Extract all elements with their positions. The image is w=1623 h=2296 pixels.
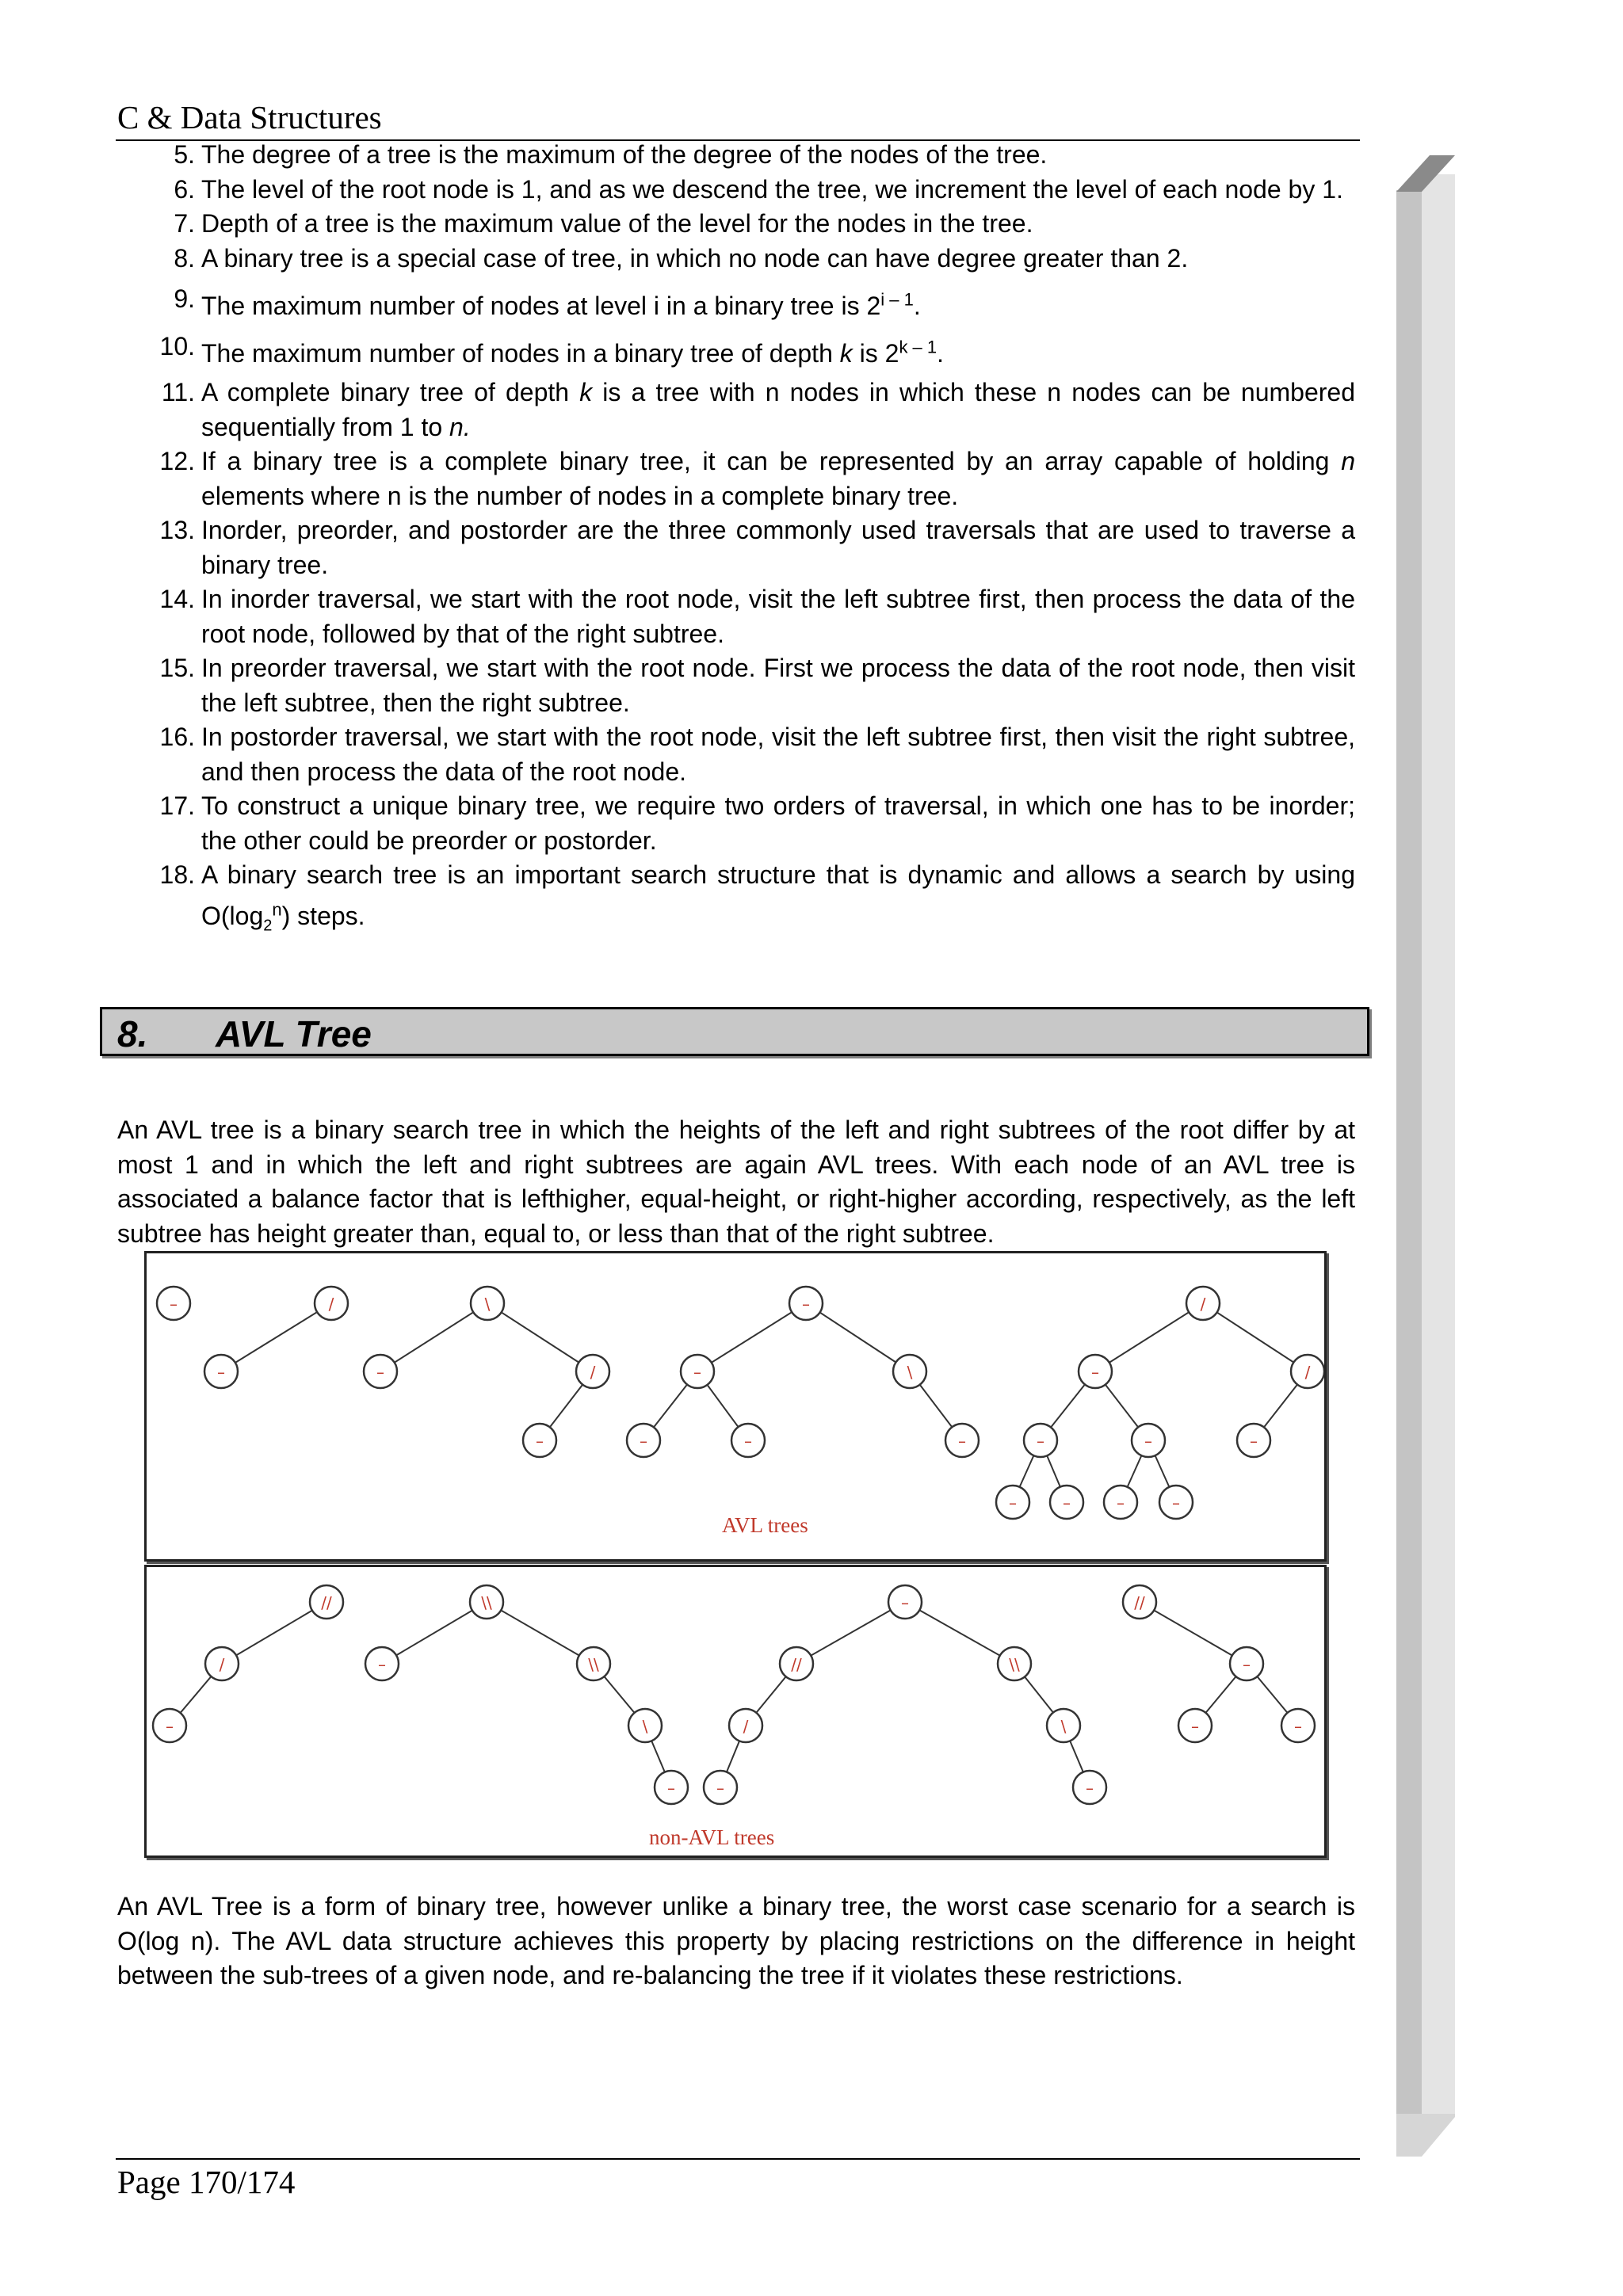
balance-mark: –: [1091, 1363, 1099, 1382]
summary-points-list: [151, 138, 1355, 944]
balance-mark: \: [1060, 1717, 1067, 1736]
tree-node: [577, 1647, 610, 1680]
balance-mark: –: [170, 1295, 178, 1314]
list-item: 11. A complete binary tree of depth k is a tree with n nodes in which these n nodes can be numbered sequentially from 1 to n.: [161, 378, 1356, 441]
balance-mark: –: [716, 1779, 724, 1798]
balance-mark: –: [378, 1655, 386, 1674]
tree-node: [996, 1486, 1029, 1519]
tree-node: [153, 1709, 186, 1742]
binder-bottom-bevel: [1396, 2114, 1455, 2157]
non-avl-trees-diagram: [147, 1567, 1324, 1855]
list-item: 16. In postorder traversal, we start with the root node, visit the left subtree first, then visit the right subtree, and then process the data of the root node.: [159, 723, 1355, 786]
tree-edge: [487, 1602, 594, 1664]
list-item: 14. In inorder traversal, we start with the root node, visit the left subtree first, then process the data of the root node, followed by that of the right subtree.: [159, 585, 1355, 648]
list-item: 13. Inorder, preorder, and postorder are the three commonly used traversals that are used to traverse a binary tree.: [159, 516, 1355, 579]
balance-mark: –: [744, 1432, 752, 1451]
tree-node: [888, 1585, 922, 1619]
tree-node: [310, 1585, 343, 1619]
tree-node: [1186, 1287, 1220, 1320]
balance-mark: //: [321, 1593, 332, 1612]
page-number: Page 170/174: [117, 2164, 296, 2200]
section-number: 8.: [117, 1013, 148, 1055]
balance-mark: /: [743, 1717, 749, 1736]
tree-node: [470, 1585, 503, 1619]
tree-node: [681, 1355, 714, 1388]
tree-node: [523, 1424, 556, 1457]
tree-edge: [905, 1602, 1014, 1664]
tree-edge: [382, 1602, 487, 1664]
balance-mark: –: [1172, 1493, 1180, 1512]
tree-node: [1230, 1647, 1263, 1680]
non-avl-trees-caption: non-AVL trees: [649, 1825, 775, 1849]
list-item: 18. A binary search tree is an important search structure that is dynamic and allows a search by using $O(\log_2^n)$ steps.: [159, 860, 1355, 935]
tree-node: [1073, 1771, 1106, 1804]
tree-node: [576, 1355, 609, 1388]
tree-node: [471, 1287, 504, 1320]
tree-node: [1237, 1424, 1270, 1457]
balance-mark: //: [791, 1655, 802, 1674]
balance-mark: \: [642, 1717, 648, 1736]
tree-edge: [1203, 1303, 1308, 1371]
tree-node: [157, 1287, 190, 1320]
avl-complexity-paragraph: An AVL Tree is a form of binary tree, however unlike a binary tree, the worst case scenario for a search is O(log n). The AVL data structure achieves this property by placing restrictions on the difference in height between the sub-trees of a given node, and re-balancing the tree if it violates these restrictions.: [117, 1892, 1355, 1989]
tree-edge: [697, 1303, 806, 1371]
tree-node: [998, 1647, 1031, 1680]
running-header: C & Data Structures: [117, 99, 382, 135]
avl-definition-paragraph: An AVL tree is a binary search tree in which the heights of the left and right subtrees of the root differ by at most 1 and in which the left and right subtrees are again AVL trees. With each node of an AVL tree is associated a balance factor that is lefthigher, equal-height, or right-higher according, respectively, as the left subtree has height greater than, equal to, or less than that of the right subtree.: [117, 1116, 1355, 1248]
tree-edge: [221, 1303, 331, 1371]
list-item: 17. To construct a unique binary tree, we require two orders of traversal, in which one has to be inorder; the other could be preorder or postorder.: [159, 791, 1355, 855]
balance-mark: \\: [481, 1593, 492, 1612]
tree-edge: [222, 1602, 327, 1664]
list-item: 12. If a binary tree is a complete binary tree, it can be represented by an array capable of holding n elements where n is the number of nodes in a complete binary tree.: [159, 447, 1355, 510]
list-item: 10. The maximum number of nodes in a binary tree of depth k is 2$^{k - 1}$.: [159, 332, 945, 368]
tree-node: [1281, 1709, 1315, 1742]
tree-node: [893, 1355, 926, 1388]
balance-mark: –: [667, 1779, 675, 1798]
tree-node: [729, 1709, 762, 1742]
tree-node: [204, 1355, 238, 1388]
tree-edge: [380, 1303, 487, 1371]
balance-mark: –: [901, 1593, 909, 1612]
balance-mark: –: [640, 1432, 647, 1451]
list-item: 15. In preorder traversal, we start with the root node. First we process the data of the root node, then visit the left subtree, then the right subtree.: [159, 654, 1355, 717]
balance-mark: //: [1134, 1593, 1145, 1612]
balance-mark: \\: [1009, 1655, 1020, 1674]
tree-node: [731, 1424, 765, 1457]
binder-edge: [1396, 190, 1422, 2155]
balance-mark: /: [1304, 1363, 1311, 1382]
balance-mark: /: [219, 1655, 225, 1674]
tree-node: [627, 1424, 660, 1457]
list-item: 8. A binary tree is a special case of tree, in which no node can have degree greater than 2.: [174, 243, 1189, 273]
balance-mark: –: [1063, 1493, 1071, 1512]
tree-node: [628, 1709, 662, 1742]
balance-mark: –: [217, 1363, 225, 1382]
balance-mark: /: [1200, 1295, 1206, 1314]
section-title: AVL Tree: [216, 1013, 372, 1055]
tree-edge: [796, 1602, 905, 1664]
balance-mark: –: [166, 1717, 174, 1736]
tree-node: [1178, 1709, 1212, 1742]
balance-mark: –: [1191, 1717, 1199, 1736]
binder-top-bevel: [1396, 155, 1455, 192]
tree-edge: [487, 1303, 593, 1371]
footer-rule: [116, 2158, 1360, 2160]
tree-node: [1050, 1486, 1083, 1519]
tree-node: [789, 1287, 823, 1320]
list-item: 5. The degree of a tree is the maximum of the degree of the nodes of the tree.: [174, 140, 1048, 169]
tree-node: [1291, 1355, 1324, 1388]
balance-mark: \: [484, 1295, 491, 1314]
balance-mark: /: [590, 1363, 596, 1382]
tree-node: [364, 1355, 397, 1388]
tree-node: [1047, 1709, 1080, 1742]
tree-edge: [1140, 1602, 1247, 1664]
tree-node: [205, 1647, 239, 1680]
list-item: 6. The level of the root node is 1, and as we descend the tree, we increment the level of each node by 1.: [174, 174, 1343, 204]
non-avl-trees-figure: [144, 1565, 1327, 1858]
balance-mark: –: [376, 1363, 384, 1382]
tree-node: [1159, 1486, 1193, 1519]
list-item: 7. Depth of a tree is the maximum value of the level for the nodes in the tree.: [174, 209, 1033, 238]
balance-mark: –: [1294, 1717, 1302, 1736]
tree-node: [365, 1647, 399, 1680]
tree-node: [1132, 1424, 1165, 1457]
balance-mark: –: [1117, 1493, 1125, 1512]
tree-edge: [1095, 1303, 1203, 1371]
balance-mark: –: [1009, 1493, 1017, 1512]
balance-mark: /: [328, 1295, 334, 1314]
balance-mark: \\: [588, 1655, 599, 1674]
avl-trees-figure: [144, 1251, 1327, 1562]
balance-mark: –: [1037, 1432, 1044, 1451]
tree-node: [315, 1287, 348, 1320]
tree-node: [704, 1771, 737, 1804]
binder-face: [1422, 174, 1455, 2115]
balance-mark: –: [958, 1432, 966, 1451]
balance-mark: –: [1250, 1432, 1258, 1451]
balance-mark: \: [907, 1363, 913, 1382]
balance-mark: –: [536, 1432, 544, 1451]
tree-node: [1123, 1585, 1156, 1619]
balance-mark: –: [693, 1363, 701, 1382]
tree-node: [780, 1647, 813, 1680]
list-item: 9. The maximum number of nodes at level i in a binary tree is 2$^{i - 1}$.: [174, 284, 921, 320]
tree-node: [945, 1424, 979, 1457]
tree-node: [1024, 1424, 1057, 1457]
tree-node: [1104, 1486, 1137, 1519]
balance-mark: –: [1086, 1779, 1094, 1798]
tree-node: [1079, 1355, 1112, 1388]
balance-mark: –: [1243, 1655, 1251, 1674]
balance-mark: –: [1144, 1432, 1152, 1451]
balance-mark: –: [802, 1295, 810, 1314]
tree-node: [655, 1771, 688, 1804]
tree-edge: [806, 1303, 910, 1371]
avl-trees-caption: AVL trees: [722, 1513, 808, 1537]
